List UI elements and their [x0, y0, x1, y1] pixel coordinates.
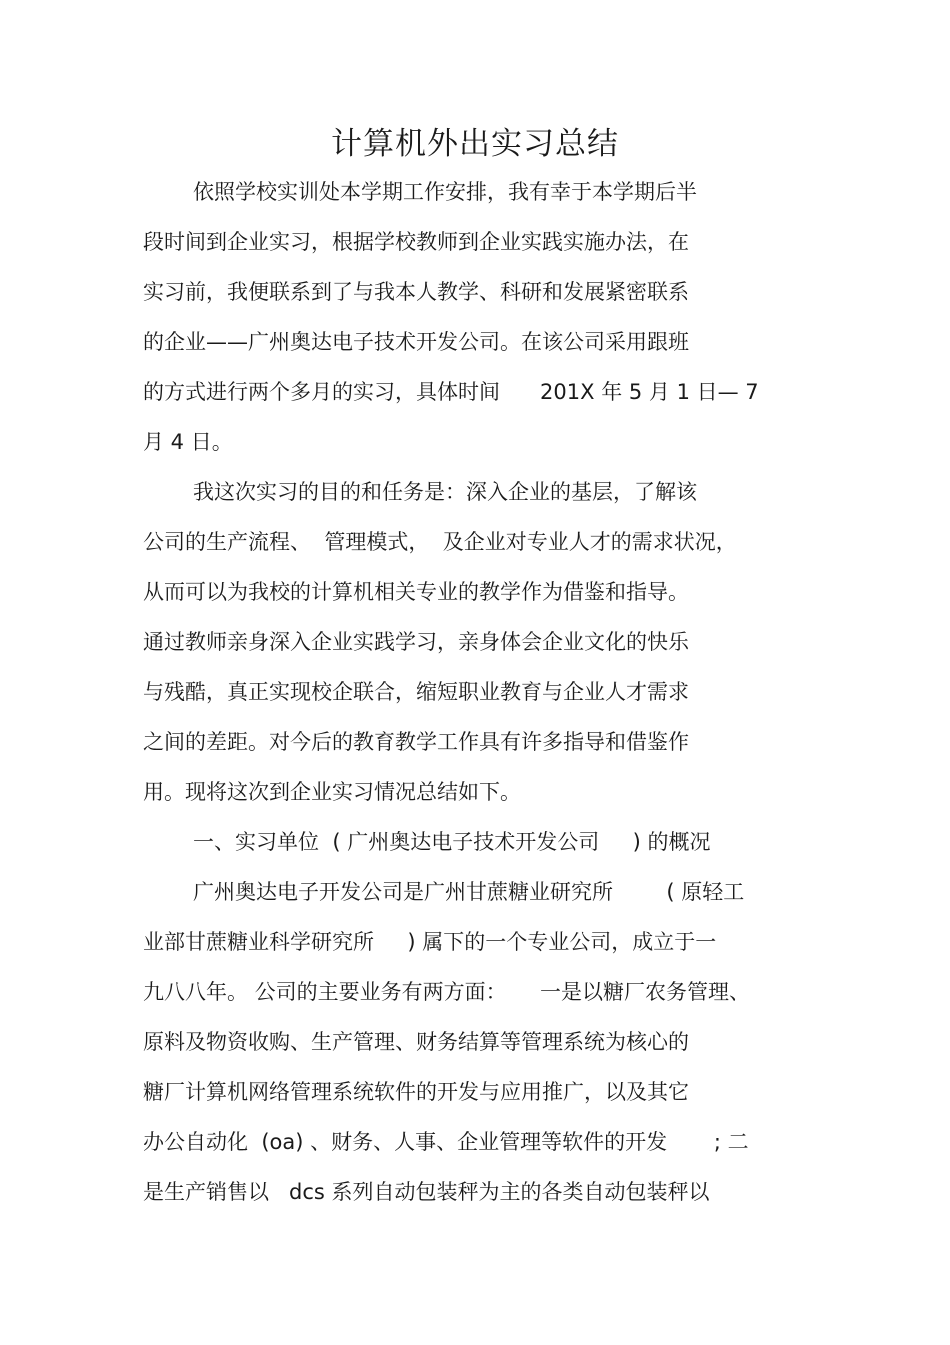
text-line: 糖厂计算机网络管理系统软件的开发与应用推广，以及其它: [143, 1080, 689, 1104]
text-line: 公司的生产流程、 管理模式， 及企业对专业人才的需求状况，: [143, 530, 737, 554]
text-line: 我这次实习的目的和任务是：深入企业的基层，了解该: [193, 480, 697, 504]
text-line: 之间的差距。对今后的教育教学工作具有许多指导和借鉴作: [143, 730, 689, 754]
text-line: 原料及物资收购、生产管理、财务结算等管理系统为核心的: [143, 1030, 689, 1054]
text-line: 实习前，我便联系到了与我本人教学、科研和发展紧密联系: [143, 280, 689, 304]
document-title: 计算机外出实习总结: [331, 126, 619, 162]
text-line: 办公自动化 (oa) 、财务、人事、企业管理等软件的开发 ; 二: [143, 1130, 749, 1154]
text-line: 月 4 日。: [143, 430, 233, 454]
text-line: 通过教师亲身深入企业实践学习，亲身体会企业文化的快乐: [143, 630, 689, 654]
text-line: 从而可以为我校的计算机相关专业的教学作为借鉴和指导。: [143, 580, 689, 604]
text-line: 的企业——广州奥达电子技术开发公司。在该公司采用跟班: [143, 330, 689, 354]
text-line: 九八八年。 公司的主要业务有两方面： 一是以糖厂农务管理、: [143, 980, 751, 1004]
text-line: 是生产销售以 dcs 系列自动包装秤为主的各类自动包装秤以: [143, 1180, 710, 1204]
text-line: 用。现将这次到企业实习情况总结如下。: [143, 780, 521, 804]
text-line: 的方式进行两个多月的实习，具体时间 201X 年 5 月 1 日— 7: [143, 380, 759, 404]
section-heading: 一、实习单位 ( 广州奥达电子技术开发公司 ) 的概况: [193, 830, 711, 854]
text-line: 业部甘蔗糖业科学研究所 ) 属下的一个专业公司，成立于一: [143, 930, 717, 954]
text-line: 广州奥达电子开发公司是广州甘蔗糖业研究所 ( 原轻工: [193, 880, 745, 904]
text-line: 与残酷，真正实现校企联合，缩短职业教育与企业人才需求: [143, 680, 689, 704]
text-line: 段时间到企业实习，根据学校教师到企业实践实施办法，在: [143, 230, 689, 254]
text-line: 依照学校实训处本学期工作安排，我有幸于本学期后半: [193, 180, 697, 204]
